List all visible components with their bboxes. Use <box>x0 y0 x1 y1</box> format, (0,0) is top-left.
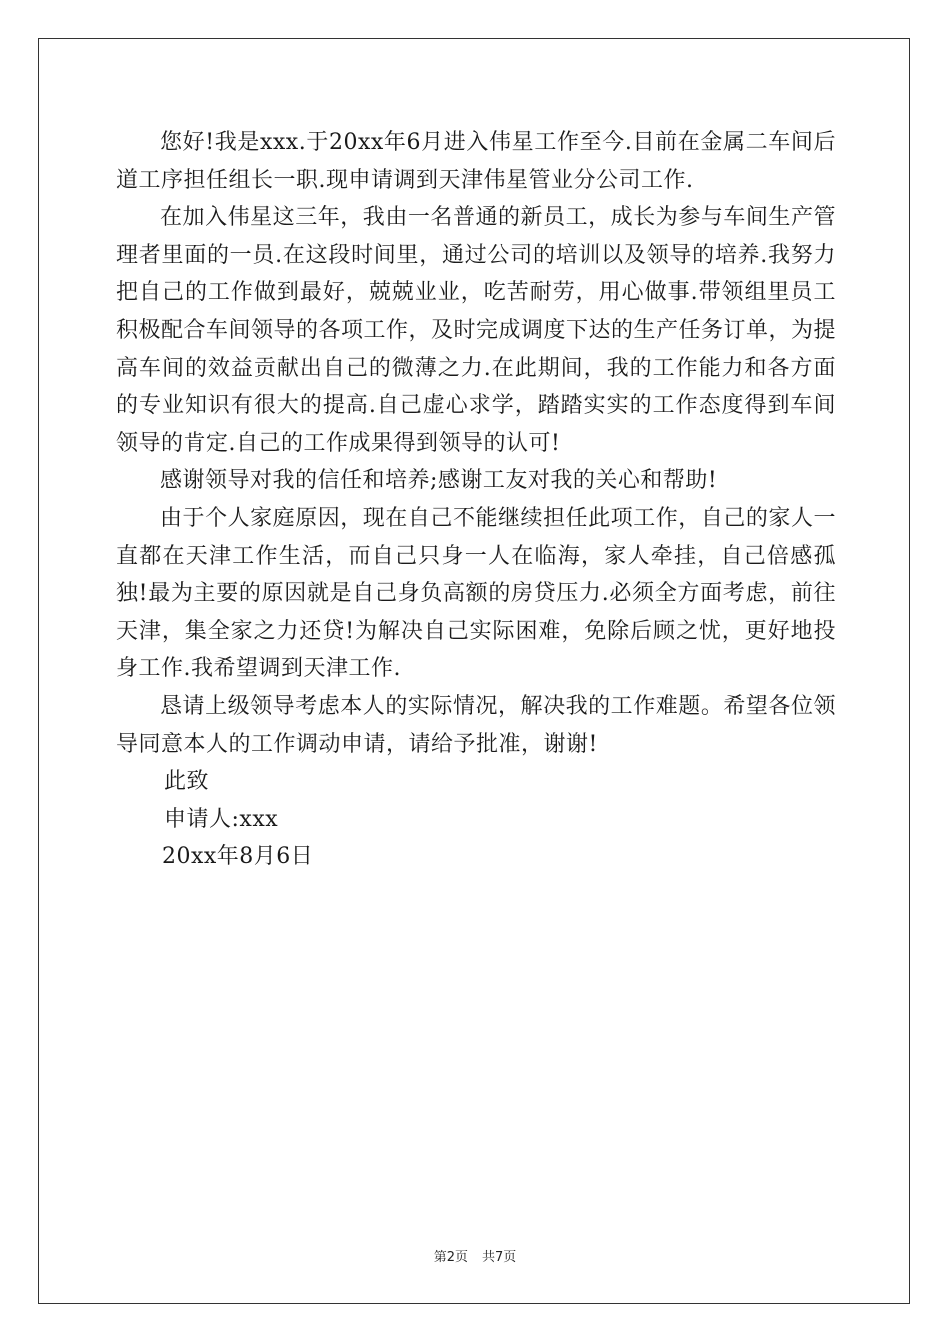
paragraph-intro: 您好!我是xxx.于20xx年6月进入伟星工作至今.目前在金属二车间后道工序担任组长一职.现申请调到天津伟星管业分公司工作. <box>116 130 836 193</box>
paragraph-reason: 由于个人家庭原因，现在自己不能继续担任此项工作，自己的家人一直都在天津工作生活，而自己只身一人在临海，家人牵挂，自己倍感孤独!最为主要的原因就是自己身负高额的房贷压力.必须全方面考虑，前往天津，集全家之力还贷!为解决自己实际困难，免除后顾之忧，更好地投身工作.我希望调到天津工作. <box>116 505 836 682</box>
letter-body <box>116 124 836 876</box>
paragraph-request: 恳请上级领导考虑本人的实际情况，解决我的工作难题。希望各位领导同意本人的工作调动申请，请给予批准，谢谢! <box>116 693 836 757</box>
applicant-signature: 申请人:xxx <box>164 806 279 832</box>
page-number: 第2页 <box>433 1250 468 1265</box>
paragraph-experience: 在加入伟星这三年，我由一名普通的新员工，成长为参与车间生产管理者里面的一员.在这段时间里，通过公司的培训以及领导的培养.我努力把自己的工作做到最好，兢兢业业，吃苦耐劳，用心做事.带领组里员工积极配合车间领导的各项工作，及时完成调度下达的生产任务订单，为提高车间的效益贡献出自己的微薄之力.在此期间，我的工作能力和各方面的专业知识有很大的提高.自己虚心求学，踏踏实实的工作态度得到车间领导的肯定.自己的工作成果得到领导的认可! <box>116 205 837 456</box>
salutation: 此致 <box>164 769 210 795</box>
page-footer <box>0 1246 950 1265</box>
paragraph-thanks: 感谢领导对我的信任和培养;感谢工友对我的关心和帮助! <box>160 468 718 494</box>
letter-date: 20xx年8月6日 <box>162 844 314 870</box>
page-total: 共7页 <box>482 1250 517 1265</box>
